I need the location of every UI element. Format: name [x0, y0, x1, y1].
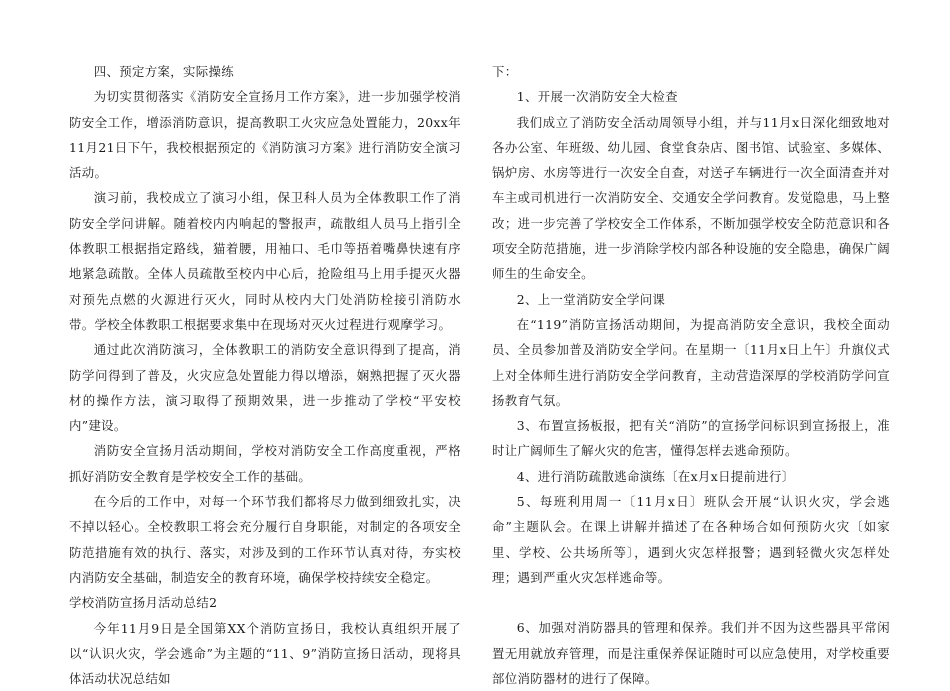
paragraph: 我们成立了消防安全活动周领导小组，并与11月x日深化细致地对各办公室、年班级、幼儿园、食堂食杂店、图书馆、试验室、多媒体、锅炉房、水房等进行一次安全自查，对送孑车辆进行一次全面清查并对车主或司机进行一次消防安全、交通安全学问教育。发觉隐患，马上整改；进一步完善了学校安全工作体系，不断加强学校安全防范意识和各项安全防范措施，进一步消除学校内部各种设施的安全隐患，确保广阔师生的生命安全。 — [492, 114, 890, 282]
left-column — [69, 59, 461, 691]
paragraph: 6、加强对消防器具的管理和保养。我们并不因为这些器具平常闲置无用就放弃管理，而是注重保养保证随时可以应急使用，对学校重要部位消防器材的进行了保障。 — [492, 620, 890, 686]
paragraph: 在“119”消防宣扬活动期间，为提高消防安全意识，我校全面动员、全员参加普及消防安全学问。在星期一〔11月x日上午〕升旗仪式上对全体师生进行消防安全学问教育，主动营造深厚的学校消防学问宣扬教育气氛。 — [492, 316, 890, 408]
item-title: 2、上一堂消防安全学问课 — [516, 291, 666, 307]
continuation-text: 下： — [492, 64, 518, 79]
paragraph: 3、布置宣扬板报，把有关“消防”的宣扬学问标识到宣扬报上，准时让广阔师生了解火灾的危害，懂得怎样去逃命预防。 — [492, 418, 890, 459]
paragraph: 通过此次消防演习，全体教职工的消防安全意识得到了提高，消防学问得到了普及，火灾应急处置能力得以增添，娴熟把握了灭火器材的操作方法，演习取得了预期效果，进一步推动了学校“平安校内”建设。 — [69, 342, 461, 434]
paragraph: 5、每班利用周一〔11月x日〕班队会开展“认识火灾，学会逃命”主题队会。在课上讲解并描述了在各种场合如何预防火灾〔如家里、学校、公共场所等〕，遇到火灾怎样报警；遇到轻微火灾怎样处理；遇到严重火灾怎样逃命等。 — [492, 494, 890, 585]
section-heading: 四、预定方案，实际操练 — [93, 64, 234, 79]
paragraph: 4、进行消防疏散逃命演练〔在x月x日提前进行〕 — [516, 468, 795, 484]
paragraph: 消防安全宣扬月活动期间，学校对消防安全工作高度重视，严格抓好消防安全教育是学校安全工作的基础。 — [69, 443, 461, 484]
paragraph: 为切实贯彻落实《消防安全宣扬月工作方案》，进一步加强学校消防安全工作，增添消防意识，提高教职工火灾应急处置能力，20xx年11月21日下午，我校根据预定的《消防演习方案》进行消防安全演习活动。 — [69, 89, 461, 181]
paragraph: 今年11月9日是全国第XX个消防宣扬日，我校认真组织开展了以“认识火灾，学会逃命”为主题的“11、9”消防宣扬日活动，现将具体活动状况总结如 — [69, 620, 461, 687]
paragraph: 在今后的工作中，对每一个环节我们都将尽力做到细致扎实，决不掉以轻心。全校教职工将会充分履行自身职能，对制定的各项安全防范措施有效的执行、落实，对涉及到的工作环节认真对待，夯实校内消防安全基础，制造安全的教育环境，确保学校持续安全稳定。 — [69, 494, 461, 585]
paragraph: 演习前，我校成立了演习小组，保卫科人员为全体教职工作了消防安全学问讲解。随着校内内响起的警报声，疏散组人员马上指引全体教职工根据指定路线，猫着腰，用袖口、毛巾等捂着嘴鼻快速有序地紧急疏散。全体人员疏散至校内中心后，抢险组马上用手提灭火器对预先点燃的火源进行灭火，同时从校内大门处消防栓接引消防水带。学校全体教职工根据要求集中在现场对灭火过程进行观摩学习。 — [69, 190, 461, 332]
summary-title: 学校消防宣扬月活动总结2 — [69, 595, 218, 611]
right-column — [492, 59, 890, 691]
item-title: 1、开展一次消防安全大检查 — [516, 89, 678, 105]
